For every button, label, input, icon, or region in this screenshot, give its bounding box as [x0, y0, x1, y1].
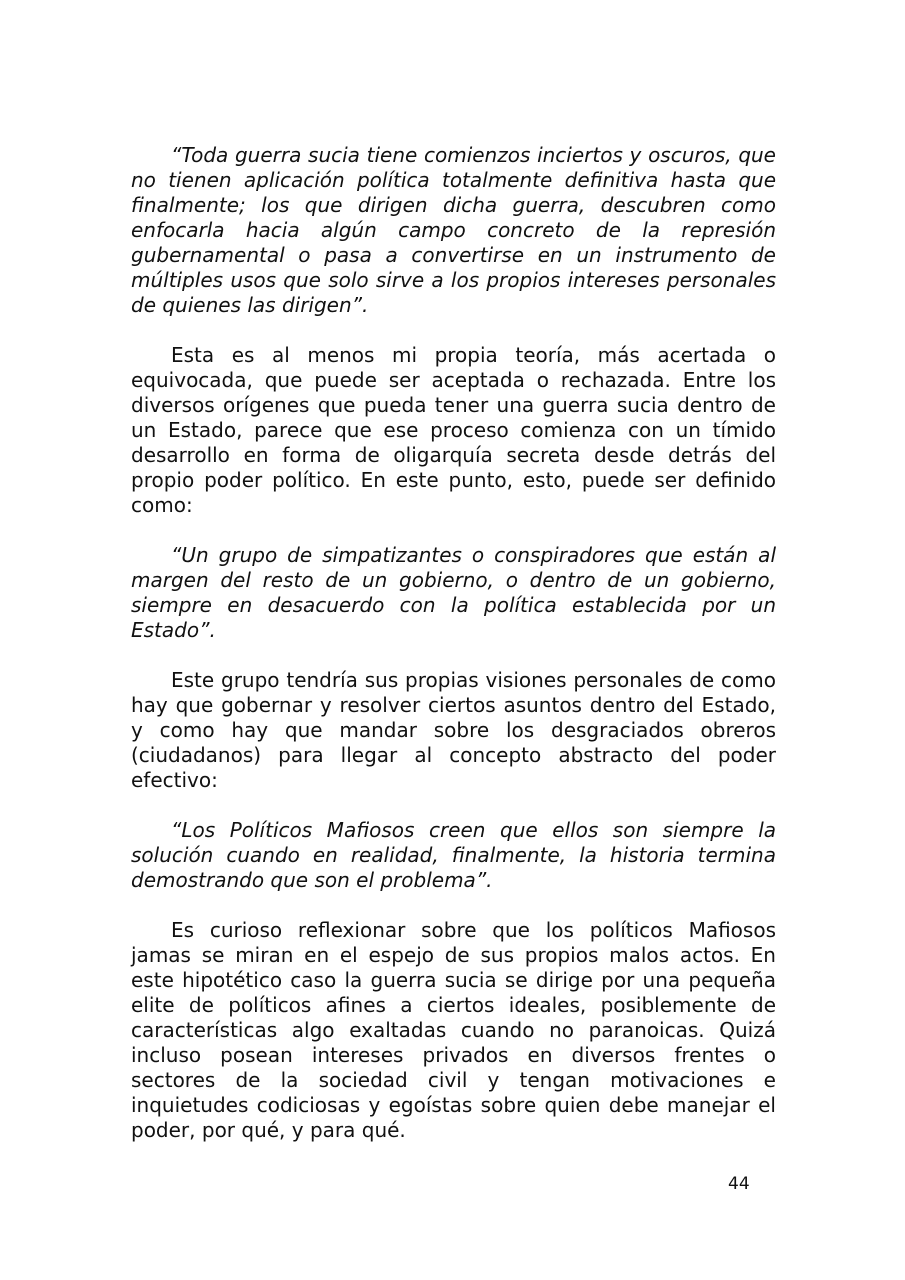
- quote-paragraph: “Los Políticos Mafiosos creen que ellos son siempre la solución cuando en realidad, finalmente, la historia termina demostrando que son el problema”.: [131, 818, 776, 892]
- page-body: [131, 143, 776, 1168]
- body-paragraph: Este grupo tendría sus propias visiones personales de como hay que gobernar y resolver ciertos asuntos dentro del Estado, y como hay que mandar sobre los desgraciados obreros (ciudadanos) para llegar al concepto abstracto del poder efectivo:: [131, 668, 776, 792]
- quote-paragraph: “Un grupo de simpatizantes o conspiradores que están al margen del resto de un gobierno, o dentro de un gobierno, siempre en desacuerdo con la política establecida por un Estado”.: [131, 543, 776, 642]
- body-paragraph: Esta es al menos mi propia teoría, más acertada o equivocada, que puede ser aceptada o rechazada. Entre los diversos orígenes que pueda tener una guerra sucia dentro de un Estado, parece que ese proceso comienza con un tímido desarrollo en forma de oligarquía secreta desde detrás del propio poder político. En este punto, esto, puede ser definido como:: [131, 343, 776, 517]
- body-paragraph: Es curioso reflexionar sobre que los políticos Mafiosos jamas se miran en el espejo de sus propios malos actos. En este hipotético caso la guerra sucia se dirige por una pequeña elite de políticos afines a ciertos ideales, posiblemente de características algo exaltadas cuando no paranoicas. Quizá incluso posean intereses privados en diversos frentes o sectores de la sociedad civil y tengan motivaciones e inquietudes codiciosas y egoístas sobre quien debe manejar el poder, por qué, y para qué.: [131, 918, 776, 1142]
- quote-paragraph: “Toda guerra sucia tiene comienzos inciertos y oscuros, que no tienen aplicación política totalmente definitiva hasta que finalmente; los que dirigen dicha guerra, descubren como enfocarla hacia algún campo concreto de la represión gubernamental o pasa a convertirse en un instrumento de múltiples usos que solo sirve a los propios intereses personales de quienes las dirigen”.: [131, 143, 776, 317]
- page-number: 44: [728, 1174, 750, 1194]
